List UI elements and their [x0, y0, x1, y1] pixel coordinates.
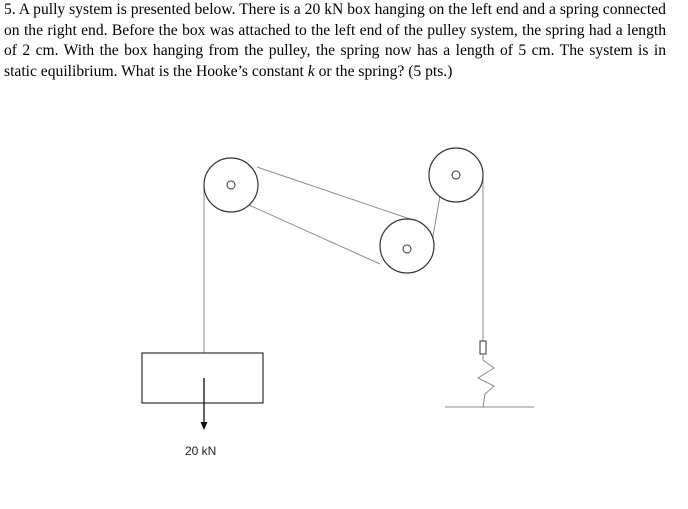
rope-left-pulley-bottom-to-middle — [249, 205, 380, 264]
rope-upper-left-pulley-to-middle — [257, 167, 413, 220]
question-body-end: or the spring? (5 pts.) — [314, 62, 453, 80]
pulley-top-left — [204, 158, 258, 212]
question-body-start: A pully system is presented below. There is a 20 kN box hanging on the left end and a spring connected on the right end. Before the box was attached to the left end of the pulley system, the spring had a length of 2 cm. With the box hanging from the pulley, the spring now has a length of 5 cm. The system is in static equilibrium. What is the Hooke’s constant — [4, 1, 666, 80]
pulley-axle — [452, 171, 460, 179]
spring-hook — [480, 341, 486, 354]
force-label: 20 kN — [185, 444, 217, 458]
pulley-top-right — [429, 148, 483, 202]
pulley-axle — [403, 245, 411, 253]
pulley-axle — [227, 181, 235, 189]
hanging-box — [142, 353, 263, 403]
spring-coil — [478, 354, 494, 407]
question-number: 5. — [4, 1, 16, 18]
spring — [478, 341, 494, 407]
k-symbol: k — [307, 62, 315, 80]
pulley-middle — [380, 219, 434, 273]
